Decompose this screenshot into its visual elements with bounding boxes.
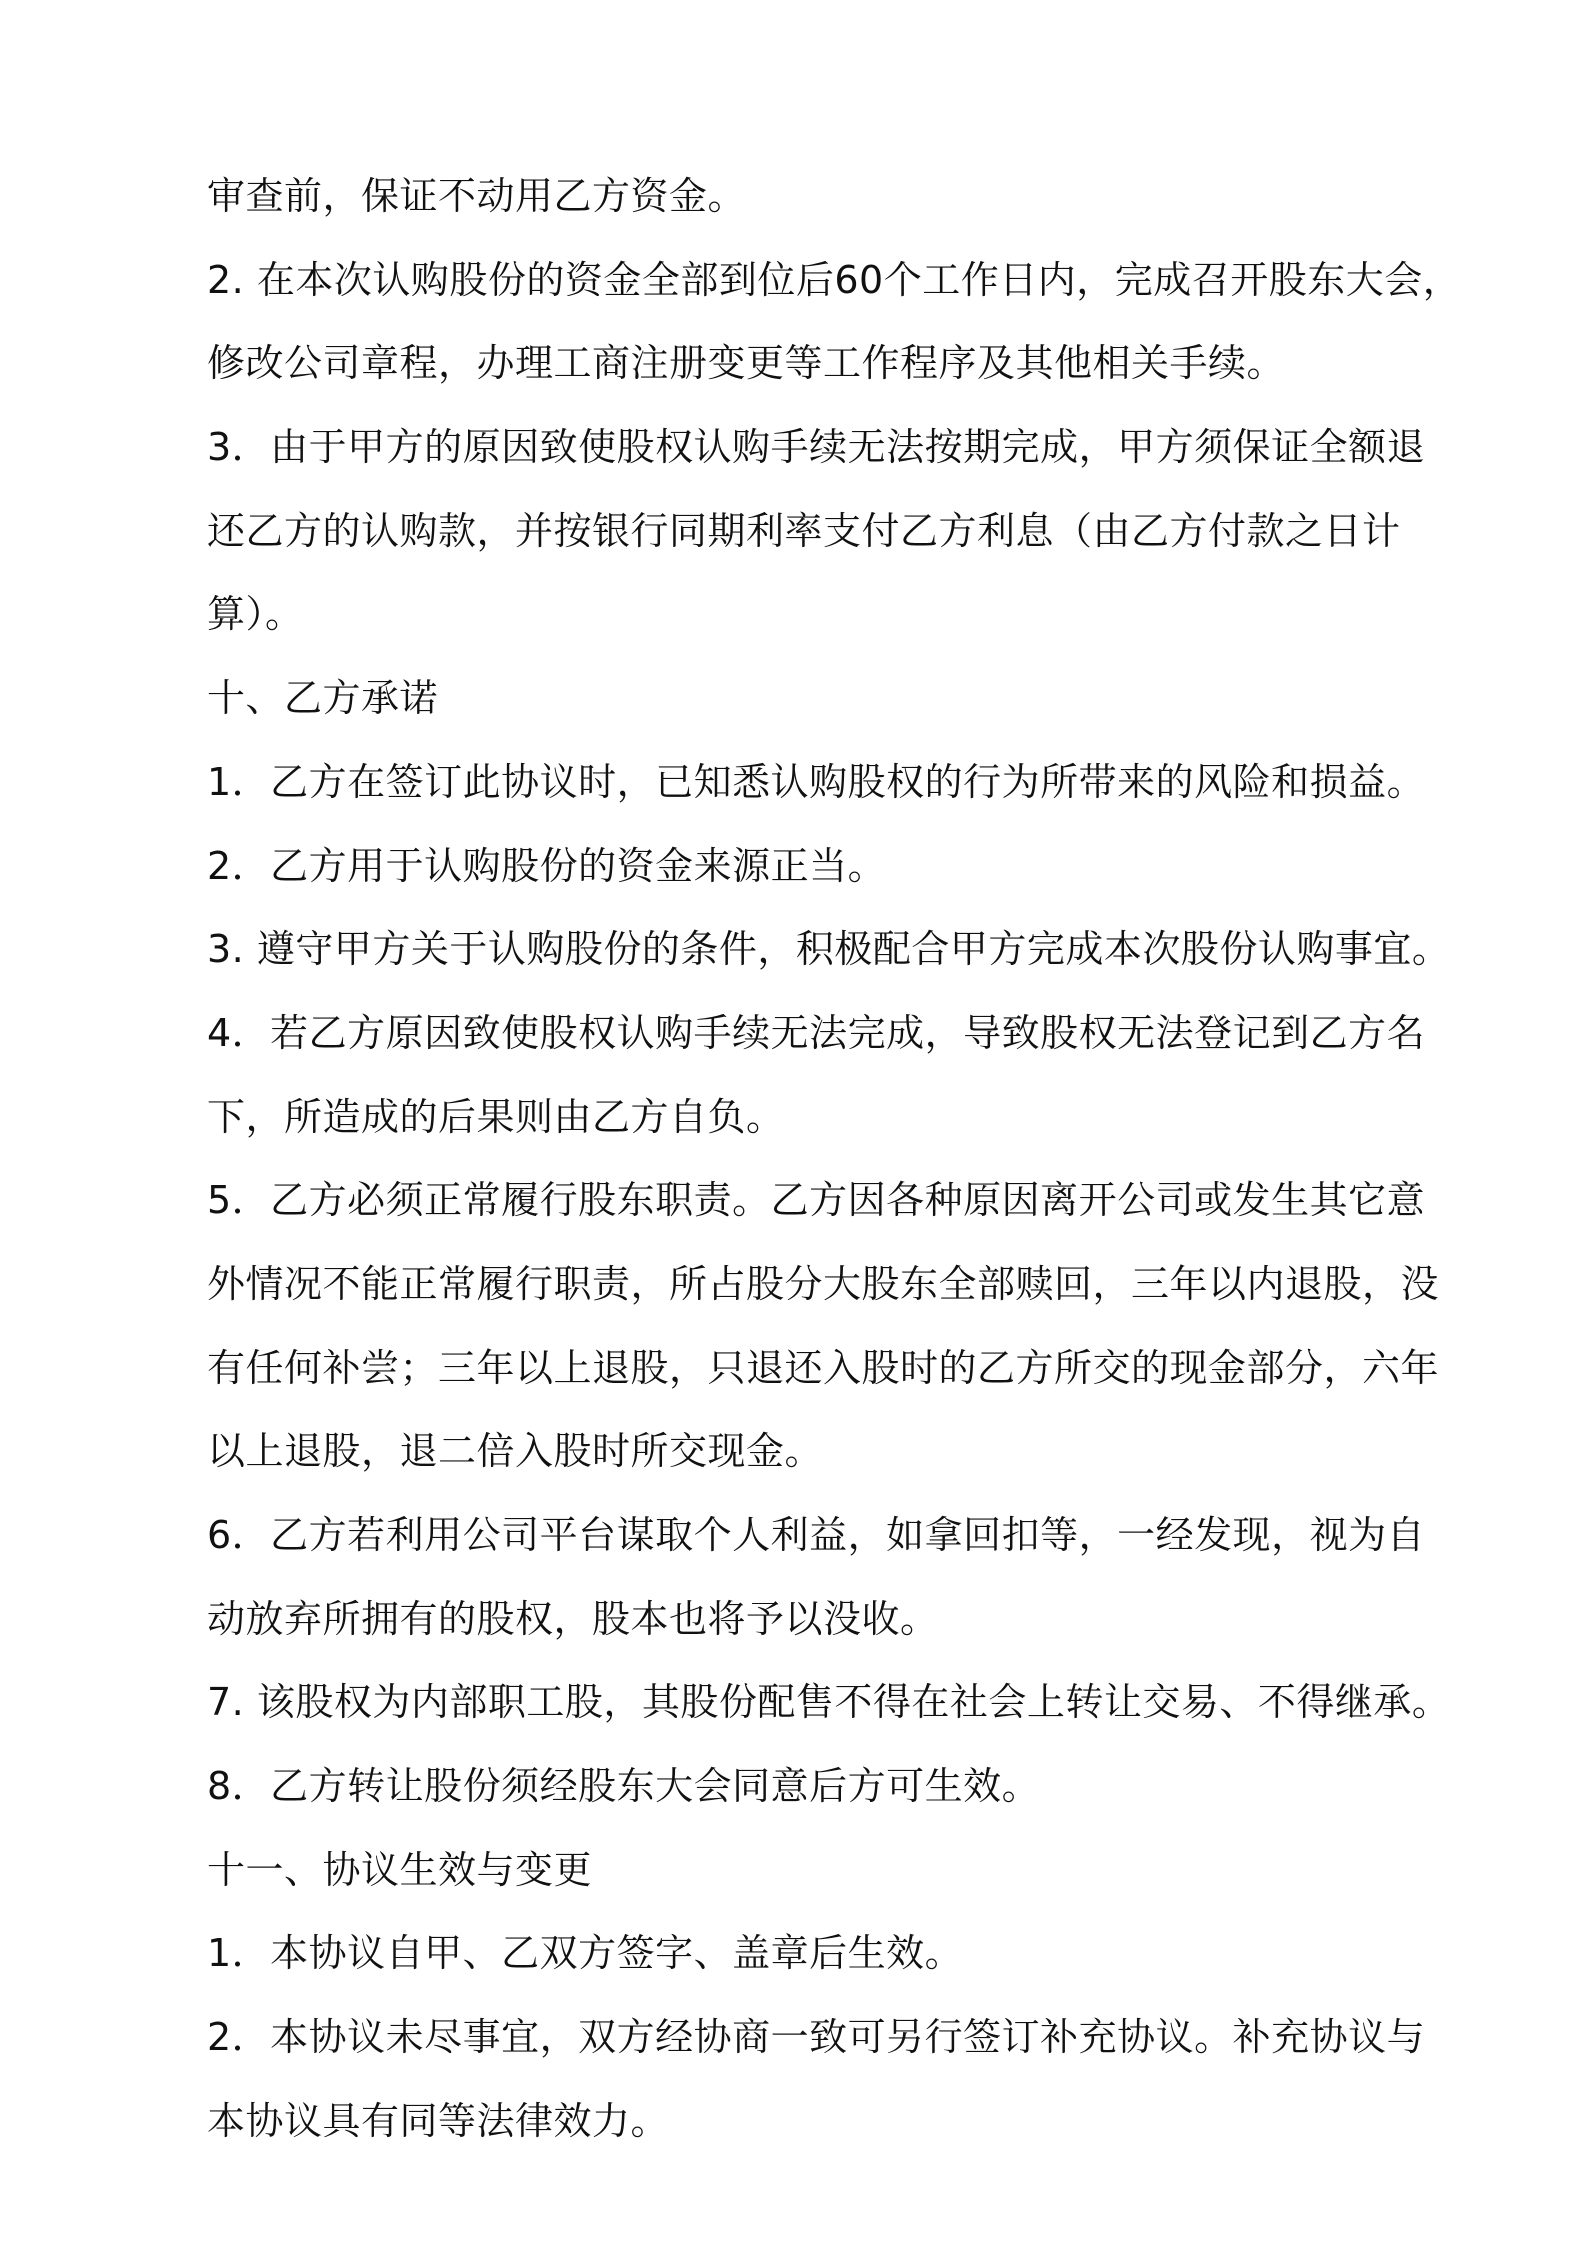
text-line: 下，所造成的后果则由乙方自负。 [207,1094,785,1139]
text-line: 6．乙方若利用公司平台谋取个人利益，如拿回扣等，一经发现，视为自 [207,1513,1426,1557]
text-line: 3. 遵守甲方关于认购股份的条件，积极配合甲方完成本次股份认购事宜。 [207,927,1451,972]
text-line: 动放弃所拥有的股权，股本也将予以没收。 [207,1596,939,1641]
text-line: 4．若乙方原因致使股权认购手续无法完成，导致股权无法登记到乙方名 [207,1010,1426,1055]
text-line: 以上退股，退二倍入股时所交现金。 [207,1429,824,1474]
text-line: 本协议具有同等法律效力。 [207,2098,670,2143]
text-line: 2. 在本次认购股份的资金全部到位后60个工作日内，完成召开股东大会， [207,257,1462,302]
text-line: 1．本协议自甲、乙双方签字、盖章后生效。 [207,1931,964,1976]
text-line: 1．乙方在签订此协议时，已知悉认购股权的行为所带来的风险和损益。 [207,759,1426,804]
text-line: 外情况不能正常履行职责，所占股分大股东全部赎回，三年以内退股，没 [207,1261,1440,1306]
section-heading: 十一、协议生效与变更 [207,1847,593,1892]
text-line: 算）。 [207,592,304,637]
text-line: 2．乙方用于认购股份的资金来源正当。 [207,843,887,888]
text-line: 还乙方的认购款，并按银行同期利率支付乙方利息（由乙方付款之日计 [207,508,1401,553]
text-line: 有任何补尝；三年以上退股，只退还入股时的乙方所交的现金部分，六年 [207,1345,1440,1390]
text-line: 3．由于甲方的原因致使股权认购手续无法按期完成，甲方须保证全额退 [207,425,1426,470]
text-line: 7. 该股权为内部职工股，其股份配售不得在社会上转让交易、不得继承。 [207,1680,1451,1725]
text-line: 8．乙方转让股份须经股东大会同意后方可生效。 [207,1764,1041,1809]
text-line: 修改公司章程，办理工商注册变更等工作程序及其他相关手续。 [207,341,1286,386]
text-line: 2．本协议未尽事宜，双方经协商一致可另行签订补充协议。补充协议与 [207,2015,1426,2060]
document-body [207,155,1462,2164]
text-line: 审查前，保证不动用乙方资金。 [207,174,747,218]
text-line: 5．乙方必须正常履行股东职责。乙方因各种原因离开公司或发生其它意 [207,1178,1426,1223]
section-heading: 十、乙方承诺 [207,676,439,721]
